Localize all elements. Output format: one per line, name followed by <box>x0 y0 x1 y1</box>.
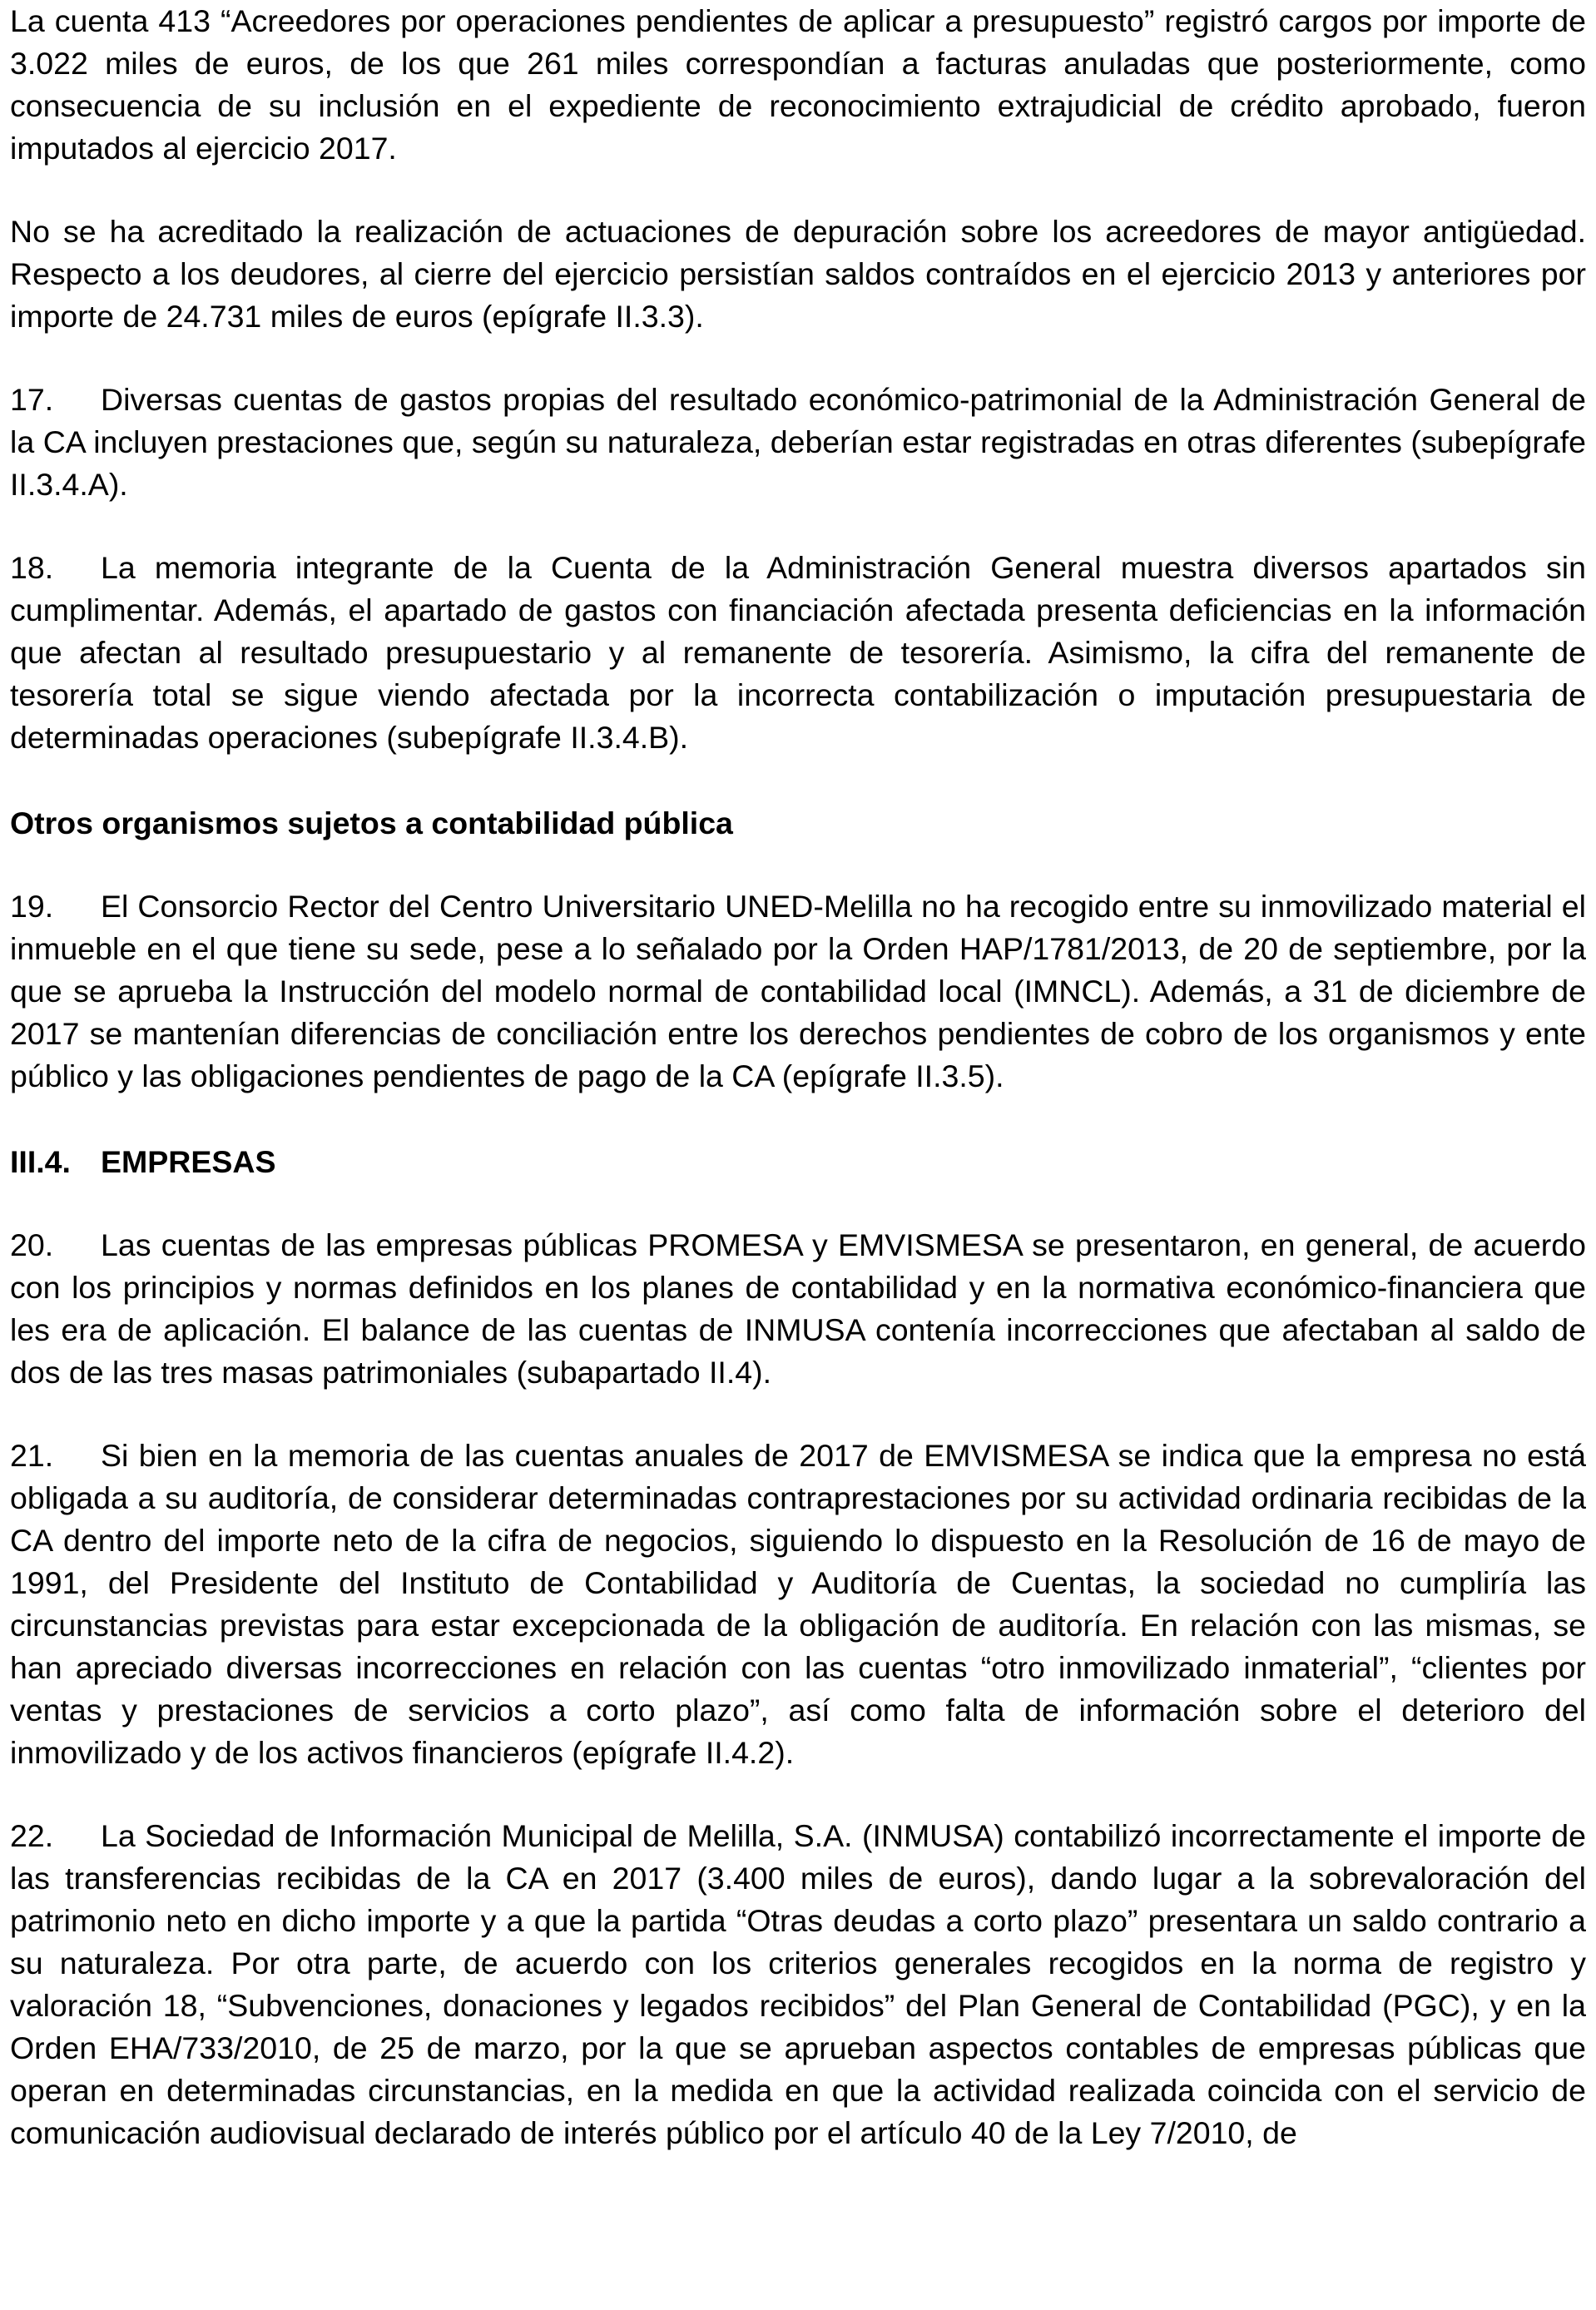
spacer <box>10 1098 1586 1141</box>
paragraph-20 <box>10 1224 1586 1394</box>
paragraph-number: 22. <box>10 1818 54 1853</box>
paragraph-number: 17. <box>10 382 54 417</box>
paragraph-text: Las cuentas de las empresas públicas PROMESA y EMVISMESA se presentaron, en general, de acuerdo con los principios y normas definidos en los planes de contabilidad y en la normativa económico-financiera que les era de aplicación. El balance de las cuentas de INMUSA contenía incorrecciones que afectaban al saldo de dos de las tres masas patrimoniales (subapartado II.4). <box>10 1227 1586 1390</box>
spacer <box>10 1394 1586 1435</box>
paragraph-text: Si bien en la memoria de las cuentas anuales de 2017 de EMVISMESA se indica que la empresa no está obligada a su auditoría, de considerar determinadas contraprestaciones por su actividad ordinaria recibidas de la CA dentro del importe neto de la cifra de negocios, siguiendo lo dispuesto en la Resolución de 16 de mayo de 1991, del Presidente del Instituto de Contabilidad y Auditoría de Cuentas, la sociedad no cumpliría las circunstancias previstas para estar excepcionada de la obligación de auditoría. En relación con las mismas, se han apreciado diversas incorrecciones en relación con las cuentas “otro inmovilizado inmaterial”, “clientes por ventas y prestaciones de servicios a corto plazo”, así como falta de información sobre el deterioro del inmovilizado y de los activos financieros (epígrafe II.4.2). <box>10 1438 1586 1770</box>
paragraph-22 <box>10 1815 1586 2154</box>
spacer <box>10 1183 1586 1224</box>
spacer <box>10 338 1586 379</box>
paragraph-21 <box>10 1435 1586 1774</box>
spacer <box>10 506 1586 547</box>
spacer <box>10 170 1586 211</box>
paragraph-text: Diversas cuentas de gastos propias del resultado económico-patrimonial de la Administración General de la CA incluyen prestaciones que, según su naturaleza, deberían estar registradas en otras diferentes (subepígrafe II.3.4.A). <box>10 382 1586 502</box>
paragraph-intro: La cuenta 413 “Acreedores por operaciones pendientes de aplicar a presupuesto” registró cargos por importe de 3.022 miles de euros, de los que 261 miles correspondían a facturas anuladas que posteriormente, como consecuencia de su inclusión en el expediente de reconocimiento extrajudicial de crédito aprobado, fueron imputados al ejercicio 2017. <box>10 3 1586 166</box>
paragraph-text: El Consorcio Rector del Centro Universitario UNED-Melilla no ha recogido entre su inmovilizado material el inmueble en el que tiene su sede, pese a lo señalado por la Orden HAP/1781/2013, de 20 de septiembre, por la que se aprueba la Instrucción del modelo normal de contabilidad local (IMNCL). Además, a 31 de diciembre de 2017 se mantenían diferencias de conciliación entre los derechos pendientes de cobro de los organismos y ente público y las obligaciones pendientes de pago de la CA (epígrafe II.3.5). <box>10 889 1586 1093</box>
paragraph-text: La Sociedad de Información Municipal de Melilla, S.A. (INMUSA) contabilizó incorrectamente el importe de las transferencias recibidas de la CA en 2017 (3.400 miles de euros), dando lugar a la sobrevaloración del patrimonio neto en dicho importe y a que la partida “Otras deudas a corto plazo” presentara un saldo contrario a su naturaleza. Por otra parte, de acuerdo con los criterios generales recogidos en la norma de registro y valoración 18, “Subvenciones, donaciones y legados recibidos” del Plan General de Contabilidad (PGC), y en la Orden EHA/733/2010, de 25 de marzo, por la que se aprueban aspectos contables de empresas públicas que operan en determinadas circunstancias, en la medida en que la actividad realizada coincida con el servicio de comunicación audiovisual declarado de interés público por el artículo 40 de la Ley 7/2010, de <box>10 1818 1586 2150</box>
section-heading-otros-organismos: Otros organismos sujetos a contabilidad pública <box>10 806 733 840</box>
paragraph-19 <box>10 885 1586 1098</box>
paragraph-18 <box>10 547 1586 759</box>
paragraph-number: 19. <box>10 889 54 924</box>
section-heading-empresas <box>10 1141 1586 1183</box>
paragraph-text: La memoria integrante de la Cuenta de la Administración General muestra diversos apartados sin cumplimentar. Además, el apartado de gastos con financiación afectada presenta deficiencias en la información que afectan al resultado presupuestario y al remanente de tesorería. Asimismo, la cifra del remanente de tesorería total se sigue viendo afectada por la incorrecta contabilización o imputación presupuestaria de determinadas operaciones (subepígrafe II.3.4.B). <box>10 550 1586 755</box>
paragraph-number: 20. <box>10 1227 54 1262</box>
paragraph-number: 18. <box>10 550 54 585</box>
spacer <box>10 845 1586 885</box>
section-title: EMPRESAS <box>101 1144 276 1179</box>
spacer <box>10 1774 1586 1815</box>
paragraph-17 <box>10 379 1586 506</box>
spacer <box>10 759 1586 802</box>
section-number: III.4. <box>10 1144 71 1179</box>
paragraph-depuracion: No se ha acreditado la realización de actuaciones de depuración sobre los acreedores de mayor antigüedad. Respecto a los deudores, al cierre del ejercicio persistían saldos contraídos en el ejercicio 2013 y anteriores por importe de 24.731 miles de euros (epígrafe II.3.3). <box>10 214 1586 334</box>
paragraph-number: 21. <box>10 1438 54 1473</box>
